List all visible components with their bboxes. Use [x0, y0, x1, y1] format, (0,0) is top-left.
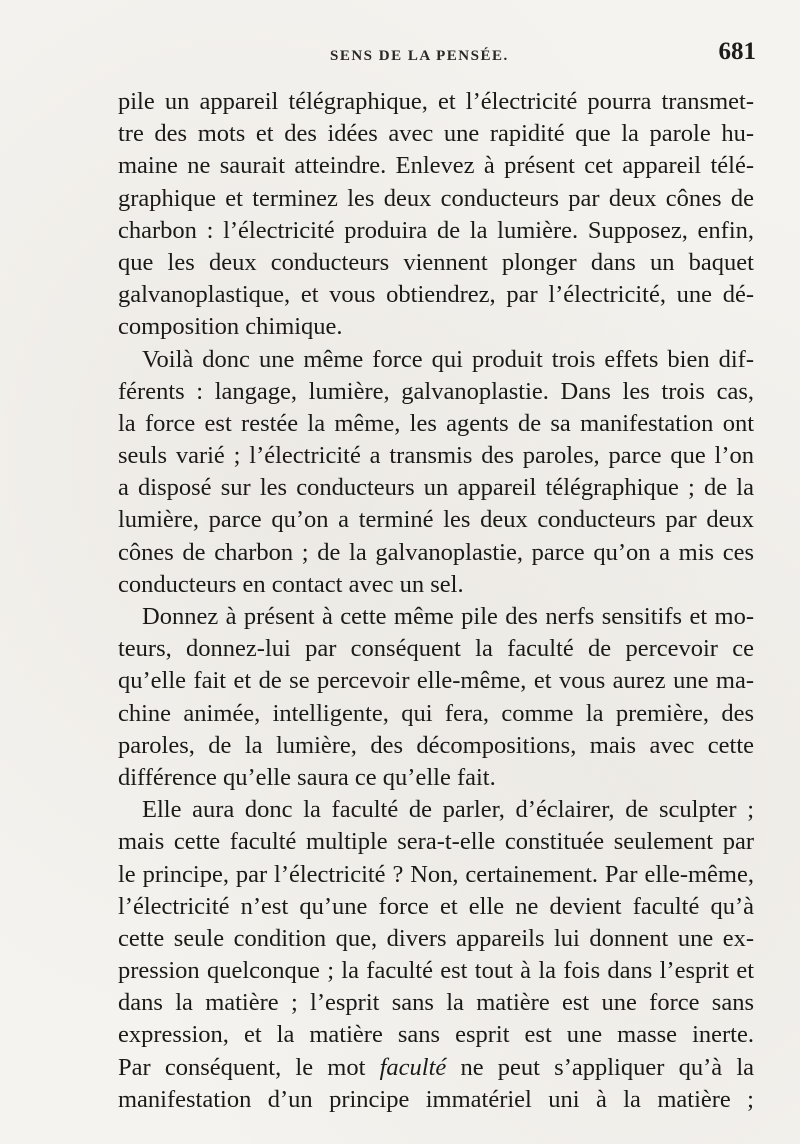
text-line: cônes de charbon ; de la galvanoplastie, parce qu’on a mis ces	[118, 538, 754, 566]
text-line: conducteurs en contact avec un sel.	[118, 570, 464, 598]
text-line: mais cette faculté multiple sera-t-elle constituée seulement par	[118, 828, 754, 856]
italic-term: faculté	[379, 1053, 447, 1081]
page-number: 681	[718, 38, 756, 65]
text-segment: ne peut s’appliquer qu’à la	[446, 1053, 754, 1081]
text-line: Voilà donc une même force qui produit trois effets bien dif-	[142, 345, 754, 373]
text-line: l’électricité n’est qu’une force et elle ne devient faculté qu’à	[118, 892, 754, 920]
text-line: férents : langage, lumière, galvanoplastie. Dans les trois cas,	[118, 377, 754, 405]
text-line: expression, et la matière sans esprit est une masse inerte.	[118, 1021, 754, 1049]
text-line: teurs, donnez-lui par conséquent la faculté de percevoir ce	[118, 635, 754, 663]
text-line: charbon : l’électricité produira de la lumière. Supposez, enfin,	[118, 216, 754, 244]
text-line: la force est restée la même, les agents de sa manifestation ont	[118, 409, 754, 437]
text-line: graphique et terminez les deux conducteurs par deux cônes de	[118, 184, 754, 212]
text-line: qu’elle fait et de se percevoir elle-même, et vous aurez une ma-	[118, 667, 754, 695]
text-line: le principe, par l’électricité ? Non, certainement. Par elle-même,	[118, 860, 754, 888]
text-line: Elle aura donc la faculté de parler, d’éclairer, de sculpter ;	[142, 796, 754, 824]
text-line	[118, 1052, 754, 1084]
body-text	[118, 86, 754, 1116]
text-line: composition chimique.	[118, 313, 343, 341]
text-line: galvanoplastique, et vous obtiendrez, par l’électricité, une dé-	[118, 281, 754, 309]
text-line: seuls varié ; l’électricité a transmis des paroles, parce que l’on	[118, 442, 754, 470]
page-header	[0, 38, 800, 78]
running-title: SENS DE LA PENSÉE.	[330, 48, 509, 64]
text-line: que les deux conducteurs viennent plonger dans un baquet	[118, 248, 754, 276]
text-line: chine animée, intelligente, qui fera, comme la première, des	[118, 699, 754, 727]
text-line: tre des mots et des idées avec une rapidité que la parole hu-	[118, 120, 754, 148]
text-line: a disposé sur les conducteurs un appareil télégraphique ; de la	[118, 474, 754, 502]
text-segment: Par conséquent, le mot	[118, 1053, 380, 1081]
text-line: lumière, parce qu’on a terminé les deux conducteurs par deux	[118, 506, 754, 534]
text-line: Donnez à présent à cette même pile des nerfs sensitifs et mo-	[142, 603, 754, 630]
text-line: pression quelconque ; la faculté est tout à la fois dans l’esprit et	[118, 957, 754, 985]
text-line: différence qu’elle saura ce qu’elle fait.	[118, 763, 496, 791]
text-line: maine ne saurait atteindre. Enlevez à présent cet appareil télé-	[118, 152, 754, 180]
text-line: paroles, de la lumière, des décompositions, mais avec cette	[118, 731, 754, 759]
text-line: dans la matière ; l’esprit sans la matière est une force sans	[118, 989, 754, 1017]
text-line: cette seule condition que, divers appareils lui donnent une ex-	[118, 924, 754, 952]
text-line: pile un appareil télégraphique, et l’électricité pourra transmet-	[118, 88, 754, 115]
text-line: manifestation d’un principe immatériel uni à la matière ;	[118, 1085, 754, 1113]
